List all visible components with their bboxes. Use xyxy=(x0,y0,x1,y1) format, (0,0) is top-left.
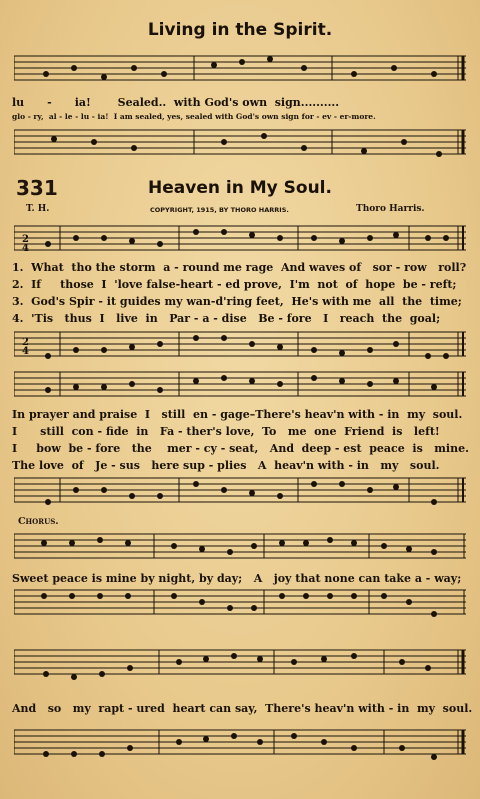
copyright-notice: COPYRIGHT, 1915, BY THORO HARRIS. xyxy=(150,206,289,214)
verse2-line1: 2. If those I 'love false-heart - ed prove, I'm not of hope be - reft; xyxy=(12,278,457,291)
prev-lyric-line-2: glo - ry, al - le - lu - ia! I am sealed, yes, sealed with God's own sign for - ev - er-more. xyxy=(12,112,376,121)
prev-treble-staff xyxy=(14,48,466,88)
svg-text:4: 4 xyxy=(22,243,29,254)
system2-treble-staff xyxy=(14,364,466,404)
prev-hymn-title: Living in the Spirit. xyxy=(147,20,333,40)
chorus-bass-staff-2 xyxy=(14,722,466,762)
verse2-line2: I still con - fide in Fa - ther's love, To me one Friend is left! xyxy=(12,425,440,438)
hymn-title: Heaven in My Soul. xyxy=(148,178,332,198)
prev-bass-staff xyxy=(14,122,466,162)
system1-treble-staff xyxy=(14,218,466,258)
verse3-line1: 3. God's Spir - it guides my wan-d'ring feet, He's with me all the time; xyxy=(12,295,462,308)
verse3-line2: I bow be - fore the mer - cy - seat, And deep - est peace is mine. xyxy=(12,442,469,455)
verse1-line1: 1. What tho the storm a - round me rage And waves of sor - row roll? xyxy=(12,261,467,274)
author-initials: T. H. xyxy=(26,204,50,214)
chorus-line2: And so my rapt - ured heart can say, There's heav'n with - in my soul. xyxy=(12,702,473,715)
composer: Thoro Harris. xyxy=(356,204,425,214)
chorus-treble-staff-2 xyxy=(14,642,466,682)
verse4-line2: The love of Je - sus here sup - plies A heav'n with - in my soul. xyxy=(12,459,440,472)
chorus-line1: Sweet peace is mine by night, by day; A joy that none can take a - way; xyxy=(12,572,462,585)
svg-text:2: 2 xyxy=(22,234,29,245)
system1-bass-staff xyxy=(14,324,466,364)
system2-bass-staff xyxy=(14,470,466,510)
verse4-line1: 4. 'Tis thus I live in Par - a - dise Be - fore I reach the goal; xyxy=(12,312,441,325)
prev-lyric-line-1: lu - ia! Sealed.. with God's own sign.......... xyxy=(12,96,340,109)
chorus-treble-staff-1 xyxy=(14,526,466,566)
svg-text:4: 4 xyxy=(22,346,29,357)
chorus-bass-staff-1 xyxy=(14,582,466,622)
svg-text:2: 2 xyxy=(22,337,29,348)
hymn-number: 331 xyxy=(16,176,58,200)
verse1-line2: In prayer and praise I still en - gage–There's heav'n with - in my soul. xyxy=(12,408,463,421)
chorus-label: Chorus. xyxy=(18,516,59,527)
